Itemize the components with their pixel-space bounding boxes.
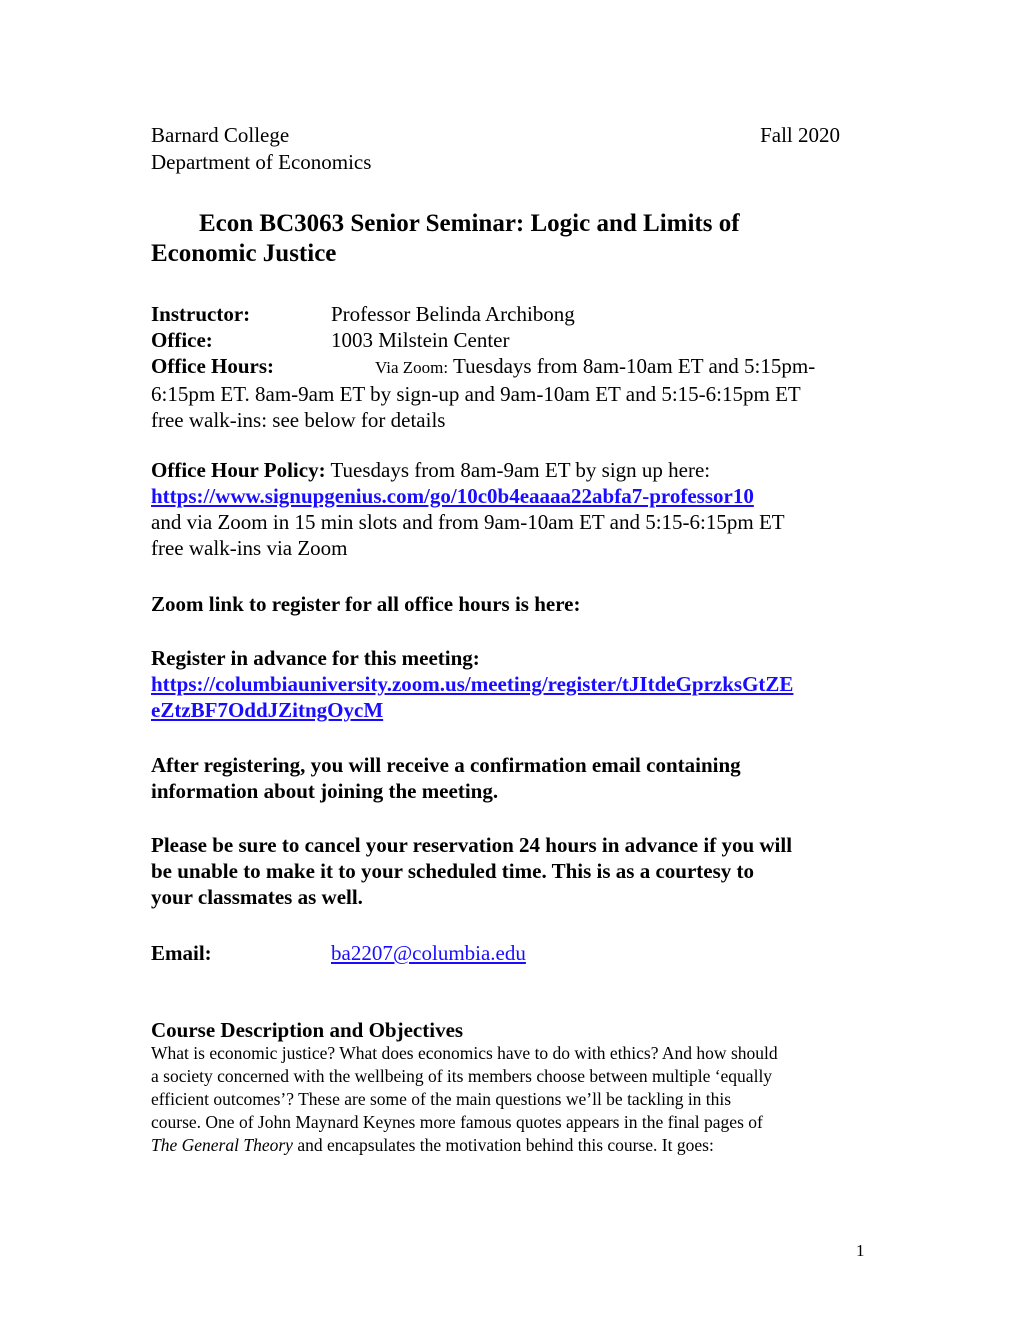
course-title [151,209,851,269]
cancel-line3: your classmates as well. [151,885,363,909]
register-label: Register in advance for this meeting: [151,646,480,670]
description-heading: Course Description and Objectives [151,1018,464,1042]
cancel-line1: Please be sure to cancel your reservation 24 hours in advance if you will [151,833,793,857]
college-name: Barnard College [151,123,290,147]
course-description [151,1018,871,1157]
zoom-register-link-line2[interactable]: eZtzBF7OddJZitngOycM [151,698,384,722]
description-line4: course. One of John Maynard Keynes more famous quotes appears in the final pages of [151,1112,763,1132]
course-title-line2: Economic Justice [151,240,337,267]
office-hours-line3: free walk-ins: see below for details [151,408,446,432]
after-line1: After registering, you will receive a confirmation email containing [151,753,741,777]
office-hours-line1: Tuesdays from 8am-10am ET and 5:15pm- [452,354,816,378]
description-line5-rest: and encapsulates the motivation behind this course. It goes: [292,1135,714,1155]
policy-text: Tuesdays from 8am-9am ET by sign up here: [330,458,711,482]
description-line1: What is economic justice? What does economics have to do with ethics? And how should [151,1043,778,1063]
course-title-line1: Econ BC3063 Senior Seminar: Logic and Limits of [199,210,740,237]
office-hours-label: Office Hours: [151,354,275,378]
instructor-label: Instructor: [151,302,251,326]
page-number: 1 [856,1241,865,1260]
email-link[interactable]: ba2207@columbia.edu [331,941,526,965]
policy-text-3: free walk-ins via Zoom [151,536,348,560]
email-label: Email: [151,941,212,965]
zoom-register [151,645,871,723]
email-row [151,940,871,966]
after-line2: information about joining the meeting. [151,779,499,803]
book-title: The General Theory [151,1135,293,1155]
after-registering-note [151,752,871,804]
zoom-register-link-line1[interactable]: https://columbiauniversity.zoom.us/meeting/register/tJItdeGprzksGtZE [151,672,794,696]
description-line2: a society concerned with the wellbeing of its members choose between multiple ‘equally [151,1066,773,1086]
office-location: 1003 Milstein Center [331,328,510,352]
policy-label: Office Hour Policy: [151,458,326,482]
instructor-name: Professor Belinda Archibong [331,302,575,326]
office-hour-policy [151,457,871,561]
signup-link[interactable]: https://www.signupgenius.com/go/10c0b4eaaaa22abfa7-professor10 [151,484,754,508]
office-hours-zoom: Via Zoom: [375,358,449,377]
document-header [151,122,840,174]
department-name: Department of Economics [151,150,372,174]
zoom-intro: Zoom link to register for all office hours is here: [151,592,581,616]
cancel-note [151,832,871,910]
instructor-info [151,301,871,433]
office-hours-line2: 6:15pm ET. 8am-9am ET by sign-up and 9am-10am ET and 5:15-6:15pm ET [151,382,801,406]
term: Fall 2020 [760,123,840,147]
description-line3: efficient outcomes’? These are some of the main questions we’ll be tackling in this [151,1089,732,1109]
office-label: Office: [151,328,213,352]
policy-text-2: and via Zoom in 15 min slots and from 9am-10am ET and 5:15-6:15pm ET [151,510,785,534]
cancel-line2: be unable to make it to your scheduled time. This is as a courtesy to [151,859,754,883]
description-line5 [151,1134,871,1157]
